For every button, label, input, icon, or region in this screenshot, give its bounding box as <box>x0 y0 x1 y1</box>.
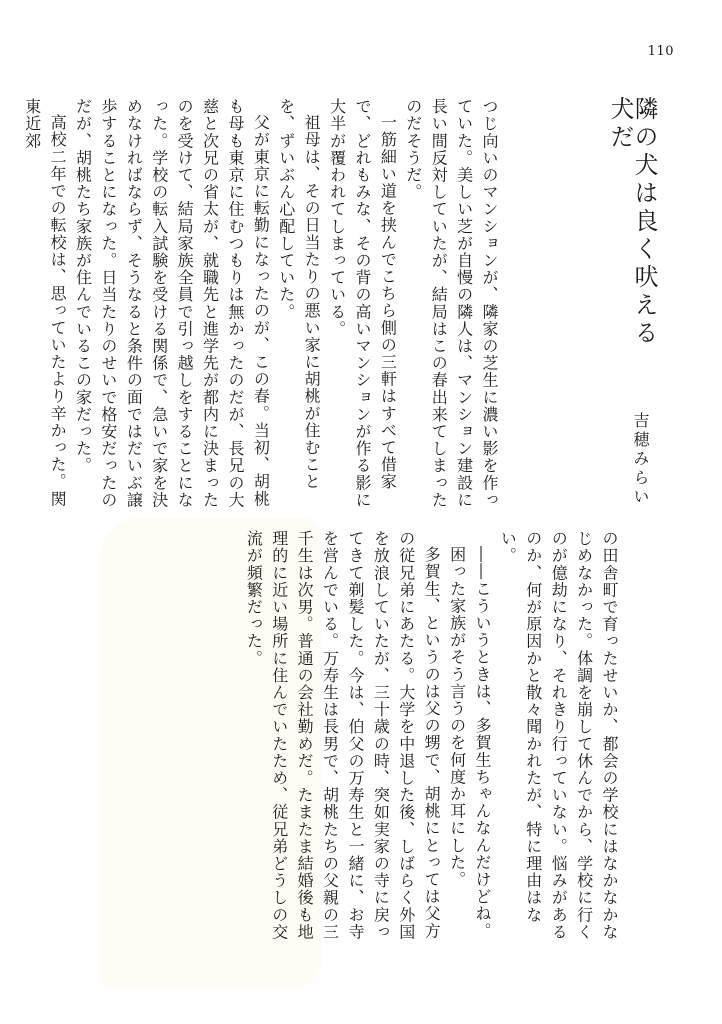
paragraph: 父が東京に転勤になったのが、この春。当初、胡桃も母も東京に住むつもりは無かったのだが、長兄の大慈と次兄の省太が、就職先と進学先が都内に決まったのを受けて、結局家族全員で引っ越しをすることになった。学校の転入試験を受ける関係で、急いで家を決めなければならず、そうなると条件の面ではだいぶ譲歩することになった。日当たりのせいで格安だったのだが、胡桃たち家族が住んでいるこの家だった。 <box>73 98 271 509</box>
paragraph: 多賀生、というのは父の甥で、胡桃にとっては父方の従兄弟にあたる。大学を中退した後、しばらく外国を放浪していたが、三十歳の時、突如実家の寺に戻ってきて剃髪した。今は、伯父の万寿生と一緒に、お寺を営んでいる。万寿生は長男で、胡桃たちの父親の三千生は次男。普通の会社勤めだ。たまたま結婚後も地理的に近い場所に住んでいたため、従兄弟どうしの交流が頻繁だった。 <box>244 530 442 941</box>
paragraph: 高校二年での転校は、思っていたより辛かった。関東近郊 <box>22 98 68 508</box>
body-text-top <box>22 98 502 510</box>
paragraph: 困った家族がそう言うのを何度か耳にした。 <box>447 546 467 888</box>
paragraph: 一筋細い道を挟んでこちら側の三軒はすべて借家で、どれもみな、その背の高いマンションが作る影に大半が覆われてしまっている。 <box>327 98 398 509</box>
paragraph: の田舎町で育ったせいか、都会の学校にはなかなかなじめなかった。体調を崩して休んでから、学校に行くのが億劫になり、それきり行っていない。悩みがあるのか、何が原因かと散々聞かれたが、特に理由はない。 <box>498 530 619 941</box>
author-name: 吉穂みらい <box>631 412 650 507</box>
paragraph: つじ向いのマンションが、隣家の芝生に濃い影を作っていた。美しい芝が自慢の隣人は、マンション建設に長い間反対していたが、結局はこの春出来てしまったのだそうだ。 <box>403 98 499 509</box>
story-title: 隣の犬は良く吠える犬だ <box>606 96 658 348</box>
page-number: 110 <box>647 44 674 59</box>
paragraph: ――こういうときは、多賀生ちゃんなんだけどね。 <box>472 546 492 940</box>
body-text-bottom <box>244 530 622 950</box>
paragraph: 祖母は、その日当たりの悪い家に胡桃が住むことを、ずいぶん心配していた。 <box>276 98 322 491</box>
